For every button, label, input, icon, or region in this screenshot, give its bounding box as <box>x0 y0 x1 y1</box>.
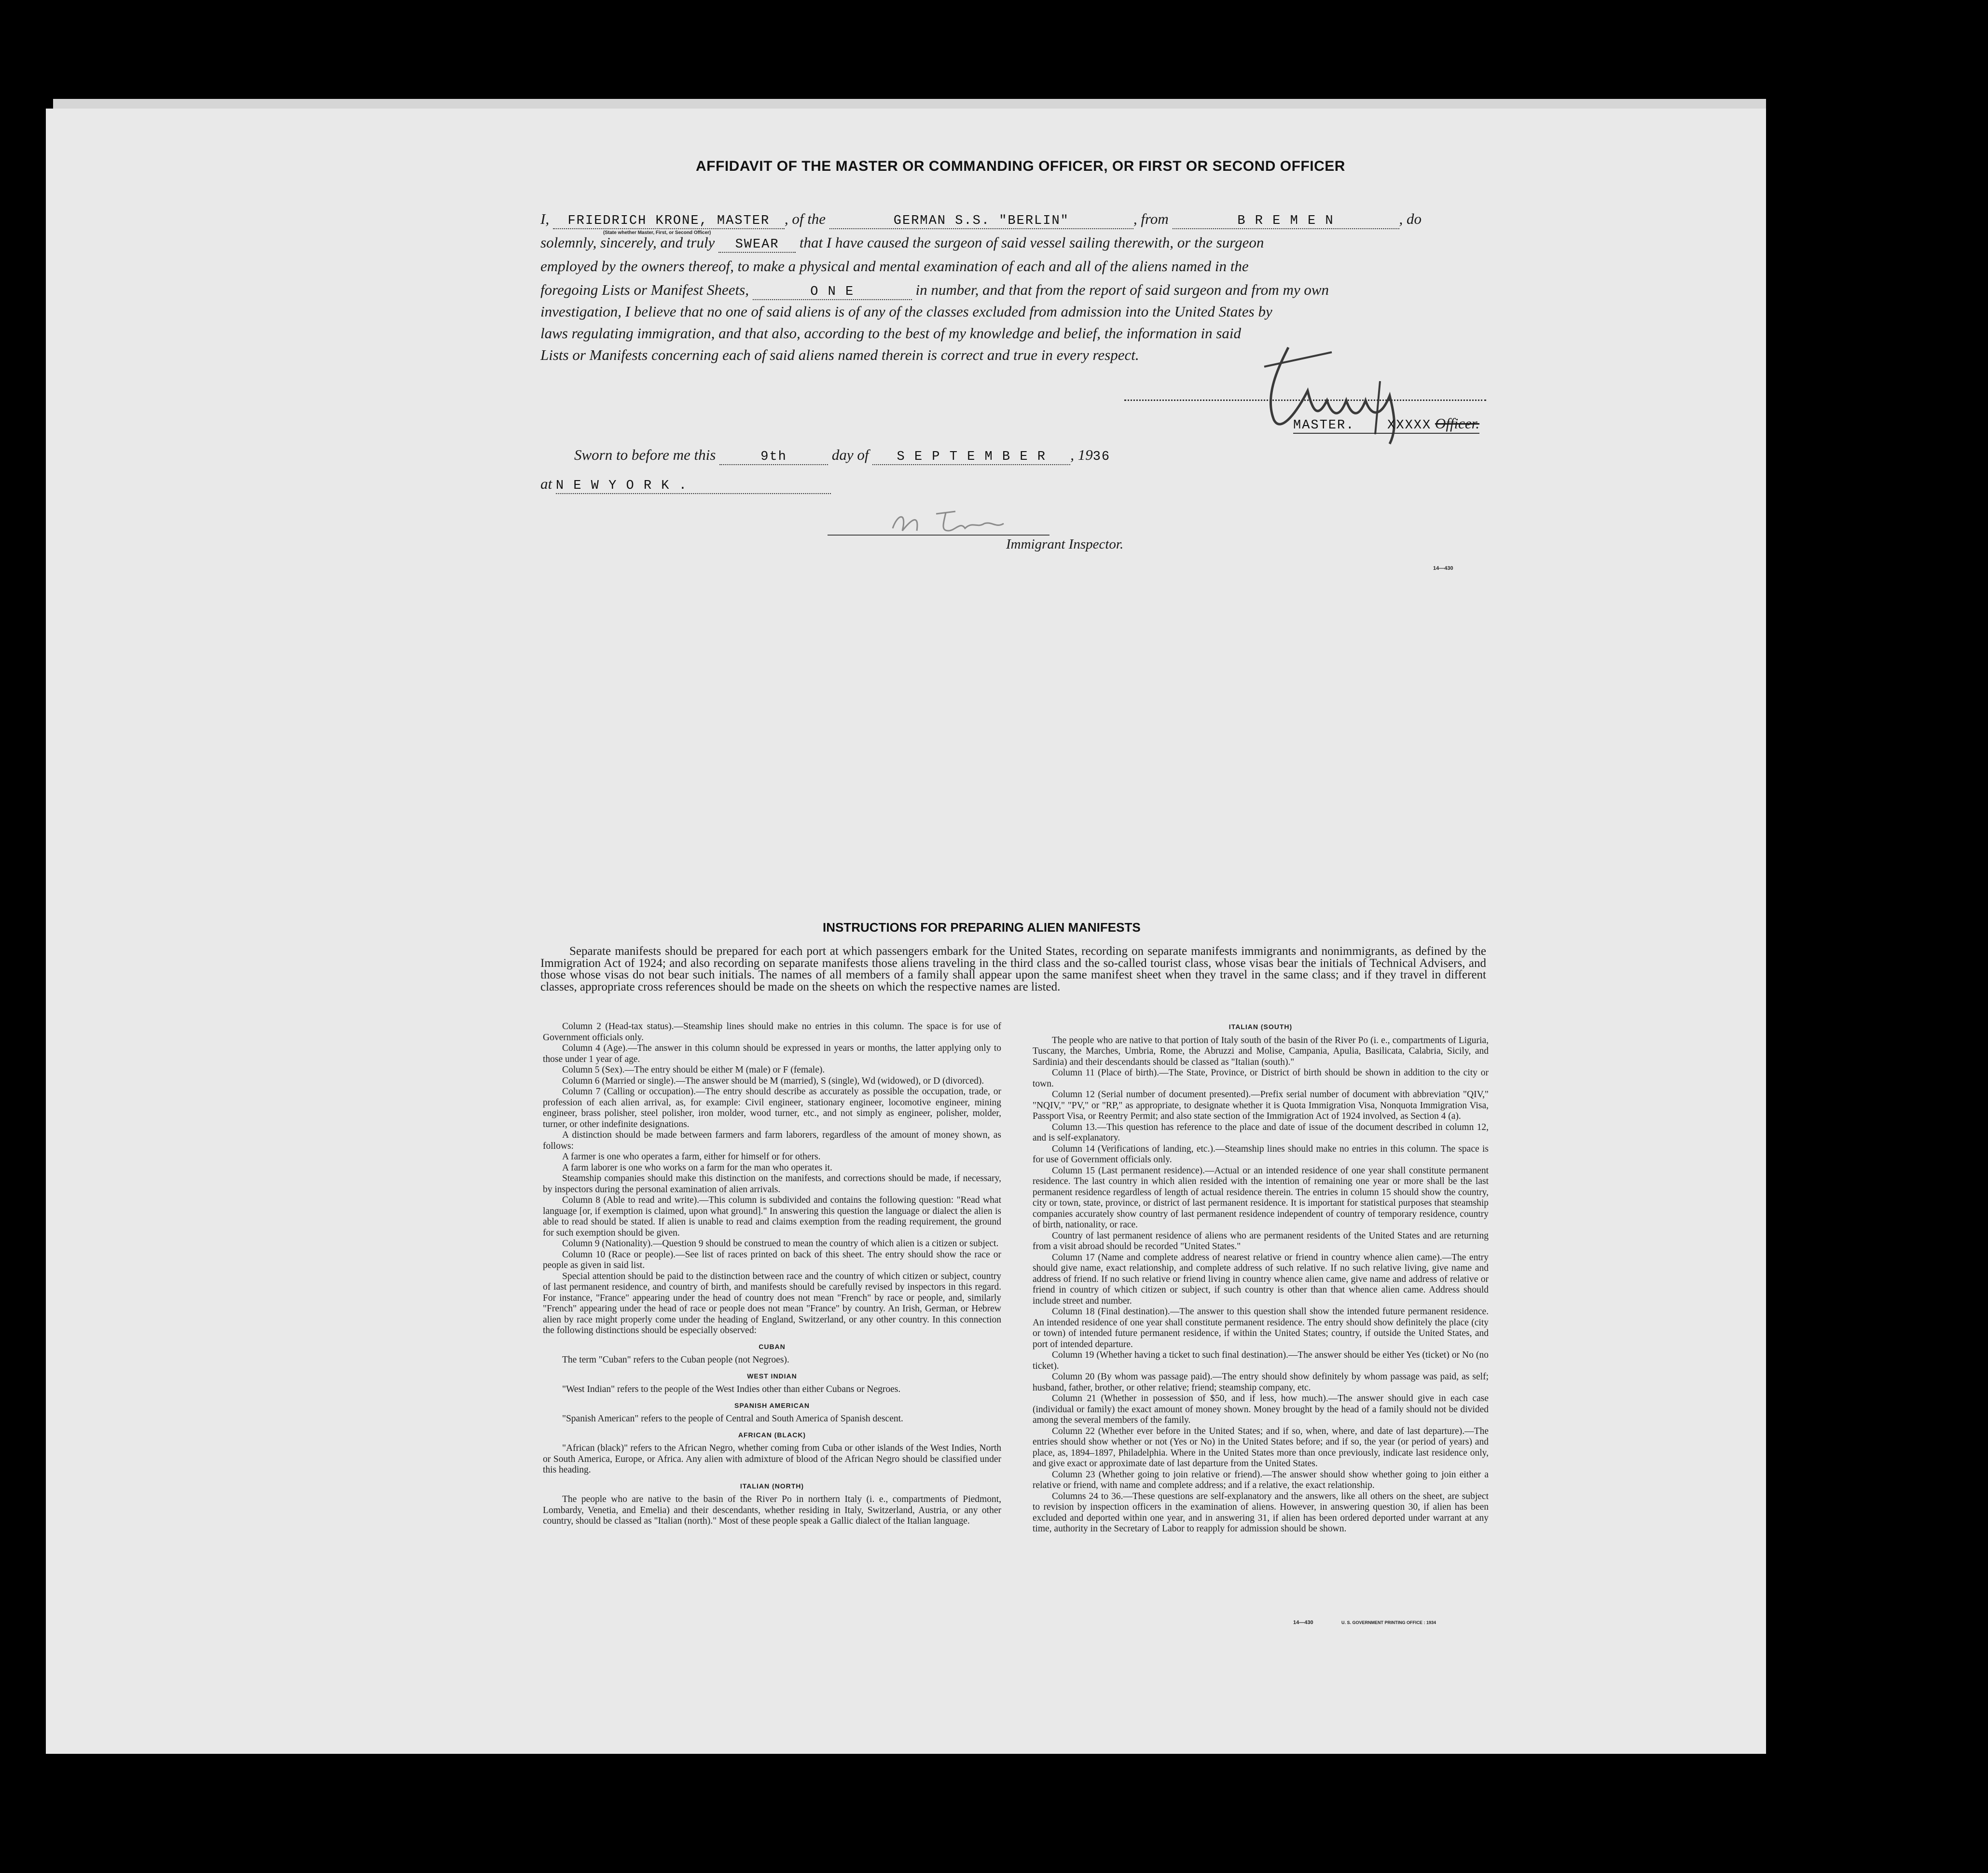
at-line <box>540 475 831 494</box>
paragraph: Special attention should be paid to the distinction between race and the country of which citizen or subject, country of last permanent residence, and country of birth, and manifests should be carefully revised by inspectors in this regard. For instance, "France" appearing under the head of country does not mean "French" by race or people, and, similarly "French" appearing under the head of race or people does not mean "France" by country. An Irish, German, or Hebrew alien by race might properly come under the heading of England, Switzerland, or any other country. In this connection the following distinctions should be especially observed: <box>543 1271 1001 1336</box>
paragraph: Columns 24 to 36.—These questions are self-explanatory and the answers, like all others on the sheet, are subject to revision by inspection officers in the examination of aliens. However, in answering question 30, if alien has been excluded and deported within one year, and in answering 31, if alien has been ordered deported under warrant at any time, authority in the Secretary of Labor to reapply for admission should be shown. <box>1033 1491 1489 1534</box>
paragraph: The people who are native to the basin of the River Po in northern Italy (i. e., compartments of Piedmont, Lombardy, Venetia, and Emelia) and their descendants, whether residing in Italy, Switzerland, Austria, or any other country, should be classed as "Italian (north)." Most of these people speak a Gallic dialect of the Italian language. <box>543 1494 1001 1526</box>
affidavit-line-1 <box>540 210 1422 229</box>
paragraph: "Spanish American" refers to the people of Central and South America of Spanish descent. <box>562 1414 903 1424</box>
paragraph: Column 19 (Whether having a ticket to such final destination).—The answer should be either Yes (ticket) or No (no ticket). <box>1033 1350 1489 1371</box>
form-number: 14—430 <box>1433 565 1453 571</box>
punch-hole <box>1924 1221 1951 1248</box>
paragraph: A farmer is one who operates a farm, either for himself or for others. <box>562 1152 821 1162</box>
instructions-left-column <box>543 1021 1001 1527</box>
sheet-count-field: O N E <box>753 285 912 300</box>
text: at <box>540 475 552 492</box>
master-title: MASTER. <box>1293 418 1355 433</box>
punch-hole <box>1924 1143 1951 1171</box>
affidavit-line-5: investigation, I believe that no one of said aliens is of any of the classes excluded from admission into the United States by <box>540 303 1272 320</box>
master-name-field: FRIEDRICH KRONE, MASTER <box>553 214 785 229</box>
signature-line <box>1124 399 1486 401</box>
paragraph: The term "Cuban" refers to the Cuban people (not Negroes). <box>562 1355 789 1365</box>
paragraph: Column 22 (Whether ever before in the United States; and if so, when, where, and date of last departure).—The entries should show whether or not (Yes or No) in the United States before; and if so, the year (or period of years) and place, as, 1894–1897, Philadelphia. Where in the United States more than once previously, indicate last residence only, and give exact or approximate date of last departure from the United States. <box>1033 1426 1489 1469</box>
paragraph: Column 14 (Verifications of landing, etc.).—Steamship lines should make no entries in this column. The space is for use of Government officials only. <box>1033 1143 1489 1165</box>
paragraph: Column 5 (Sex).—The entry should be either M (male) or F (female). <box>562 1065 825 1075</box>
affidavit-line-2 <box>540 234 1264 253</box>
punch-hole <box>1924 694 1951 721</box>
text: I, <box>540 210 550 227</box>
punch-hole <box>1924 1535 1951 1562</box>
sworn-line <box>574 446 1110 465</box>
inspector-label: Immigrant Inspector. <box>1006 537 1124 552</box>
sworn-year: 36 <box>1092 450 1111 464</box>
paragraph: Column 6 (Married or single).—The answer should be M (married), S (single), Wd (widowed), or D (divorced). <box>562 1075 984 1086</box>
punch-hole <box>1924 380 1951 407</box>
paragraph: A farm laborer is one who works on a farm for the man who operates it. <box>562 1162 832 1173</box>
affidavit-line-3: employed by the owners thereof, to make a physical and mental examination of each and all of the aliens named in the <box>540 258 1249 275</box>
officer-word: Officer. <box>1435 415 1480 432</box>
text: day of <box>831 446 869 463</box>
punch-hole <box>1924 1458 1951 1485</box>
footer-form-number: 14—430 <box>1293 1620 1313 1625</box>
paragraph: Column 2 (Head-tax status).—Steamship lines should make no entries in this column. The space is for use of Government officials only. <box>543 1021 1001 1043</box>
affidavit-line-4 <box>540 281 1329 300</box>
port-field: B R E M E N <box>1173 214 1399 229</box>
paragraph: Column 10 (Race or people).—See list of races printed on back of this sheet. The entry should show the race or people as given in said list. <box>543 1249 1001 1270</box>
paragraph: A distinction should be made between farmers and farm laborers, regardless of the amount of money shown, as follows: <box>543 1130 1001 1151</box>
section-heading: ITALIAN (NORTH) <box>740 1482 804 1490</box>
text: , do <box>1399 210 1422 227</box>
paragraph: The people who are native to that portion of Italy south of the basin of the River Po (i. e., compartments of Liguria, Tuscany, the Marches, Umbria, Rome, the Abruzzi and Molise, Campania, Apulia, Basilicata, Calabria, Sicily, and Sardinia) and their descendants should be classed as "Italian (south)." <box>1033 1035 1489 1067</box>
section-heading: ITALIAN (SOUTH) <box>1229 1023 1293 1031</box>
instructions-right-column <box>1033 1021 1489 1535</box>
vessel-field: GERMAN S.S. "BERLIN" <box>829 214 1133 229</box>
paragraph: Column 17 (Name and complete address of nearest relative or friend in country whence alien came).—The entry should give name, exact relationship, and complete address of such relative. If no such relative living, give name and address of friend. If no such relative or friend living in country whence alien came, give name and address of relative or friend in country of which citizen or subject, if such country is other than that whence alien came. Address should include street and number. <box>1033 1252 1489 1306</box>
paragraph: Column 4 (Age).—The answer in this column should be expressed in years or months, the latter applying only to those under 1 year of age. <box>543 1043 1001 1064</box>
paragraph: Column 8 (Able to read and write).—This column is subdivided and contains the following question: "Read what language [or, if exemption is claimed, upon what ground]." In answering this question the language or dialect the alien is able to read should be stated. If alien is unable to read and claims exemption from the reading requirement, the ground for such exemption should be given. <box>543 1195 1001 1238</box>
text: solemnly, sincerely, and truly <box>540 234 715 251</box>
punch-hole <box>1924 303 1951 330</box>
affidavit-line-7: Lists or Manifests concerning each of said aliens named therein is correct and true in every respect. <box>540 346 1139 363</box>
sworn-day-field: 9th <box>719 450 828 465</box>
instructions-intro: Separate manifests should be prepared for each port at which passengers embark for the United States, recording on separate manifests immigrants and nonimmigrants, as defined by the Immigration Act of 1924; and also recording on separate manifests those aliens traveling in the third class and the so-called tourist class, whose visas bear the initials of Technical Advisers, and those whose visas do not bear such initials. The names of all members of a family shall appear upon the same manifest sheet when they travel in the same class; and if they travel in different classes, appropriate cross references should be made on the sheets on which the respective names are listed. <box>540 945 1486 993</box>
paragraph: Column 21 (Whether in possession of $50, and if less, how much).—The answer should give in each case (individual or family) the exact amount of money shown. Money brought by the head of a family should not be divided among the several members of the family. <box>1033 1393 1489 1425</box>
affidavit-title: AFFIDAVIT OF THE MASTER OR COMMANDING OFFICER, OR FIRST OR SECOND OFFICER <box>696 158 1345 174</box>
oath-field: SWEAR <box>718 237 796 253</box>
state-note: (State whether Master, First, or Second Officer) <box>603 230 711 235</box>
instructions-title: INSTRUCTIONS FOR PREPARING ALIEN MANIFESTS <box>823 920 1141 935</box>
affidavit-line-6: laws regulating immigration, and that also, according to the best of my knowledge and belief, the information in said <box>540 325 1242 342</box>
paragraph: Column 9 (Nationality).—Question 9 should be construed to mean the country of which alien is a citizen or subject. <box>562 1239 999 1249</box>
section-heading: WEST INDIAN <box>747 1372 797 1380</box>
punch-hole <box>1924 617 1951 644</box>
section-heading: CUBAN <box>759 1342 786 1350</box>
officer-struck: XXXXX <box>1387 418 1432 433</box>
paragraph: Column 23 (Whether going to join relative or friend).—The answer should show whether going to join either a relative or friend, with name and complete address; and if a relative, the exact relationship. <box>1033 1469 1489 1490</box>
paragraph: Column 15 (Last permanent residence).—Actual or an intended residence of one year shall constitute permanent residence. The last country in which alien resided with the intention of remaining one year or more shall be the last permanent residence regardless of length of actual residence therein. The entries in column 15 should show the country, city or town, state, province, or district of last permanent residence. It is important for statistical purposes that steamship companies accurately show country of last permanent residence independent of country of temporary residence, country of birth, nationality, or race. <box>1033 1165 1489 1230</box>
inspector-signature <box>883 504 1057 538</box>
paragraph: Steamship companies should make this distinction on the manifests, and corrections should be made, if necessary, by inspectors during the personal examination of alien arrivals. <box>543 1173 1001 1195</box>
paragraph: Column 18 (Final destination).—The answer to this question shall show the intended future permanent residence. An intended residence of one year shall constitute permanent residence. The entry should show definitely the place (city or town) of intended future permanent residence, if within the United States; country, if outside the United States, and port of intended departure. <box>1033 1307 1489 1350</box>
paragraph: Column 7 (Calling or occupation).—The entry should describe as accurately as possible the occupation, trade, or profession of each alien arrival, as, for example: Civil engineer, stationary engineer, locomotive engineer, mining engineer, brass polisher, steel polisher, iron molder, wood turner, etc., and not simply as engineer, polisher, molder, turner, or other indefinite designations. <box>543 1087 1001 1129</box>
text: , of the <box>784 210 826 227</box>
paragraph: Column 13.—This question has reference to the place and date of issue of the document described in column 12, and is self-explanatory. <box>1033 1122 1489 1143</box>
inspector-line <box>828 535 1049 536</box>
paragraph: "African (black)" refers to the African Negro, whether coming from Cuba or other islands of the West Indies, North or South America, Europe, or Africa. Any alien with admixture of blood of the African Negro should be classified under this heading. <box>543 1443 1001 1475</box>
text: foregoing Lists or Manifest Sheets, <box>540 281 749 298</box>
text: that I have caused the surgeon of said vessel sailing therewith, or the surgeon <box>799 234 1264 251</box>
sworn-month-field: S E P T E M B E R <box>872 450 1070 465</box>
paragraph: "West Indian" refers to the people of the West Indies other than either Cubans or Negroes. <box>562 1384 901 1394</box>
section-heading: AFRICAN (BLACK) <box>738 1431 806 1439</box>
paragraph: Column 20 (By whom was passage paid).—The entry should show definitely by whom passage was paid, as self; husband, father, brother, or other relative; friend; steamship company, etc. <box>1033 1372 1489 1393</box>
paragraph: Country of last permanent residence of aliens who are permanent residents of the United States and are returning from a visit abroad should be recorded "United States." <box>1033 1230 1489 1252</box>
place-field: N E W Y O R K . <box>556 479 831 494</box>
text: , from <box>1133 210 1169 227</box>
text: , 19 <box>1070 446 1093 463</box>
text: Sworn to before me this <box>574 446 716 463</box>
footer-printer: U. S. GOVERNMENT PRINTING OFFICE : 1934 <box>1341 1620 1436 1625</box>
section-heading: SPANISH AMERICAN <box>734 1401 810 1409</box>
signature-title <box>1293 415 1479 434</box>
paragraph: Column 11 (Place of birth).—The State, Province, or District of birth should be shown in addition to the city or town. <box>1033 1068 1489 1089</box>
paragraph: Column 12 (Serial number of document presented).—Prefix serial number of document with abbreviation "QIV," "NQIV," "PV," or "RP," as appropriate, to designate whether it is Quota Immigration Visa, Nonquota Immigration Visa, Passport Visa, or Reentry Permit; and also state section of the Immigration Act of 1924 involved, as Section 4 (a). <box>1033 1089 1489 1121</box>
text: in number, and that from the report of said surgeon and from my own <box>915 281 1329 298</box>
